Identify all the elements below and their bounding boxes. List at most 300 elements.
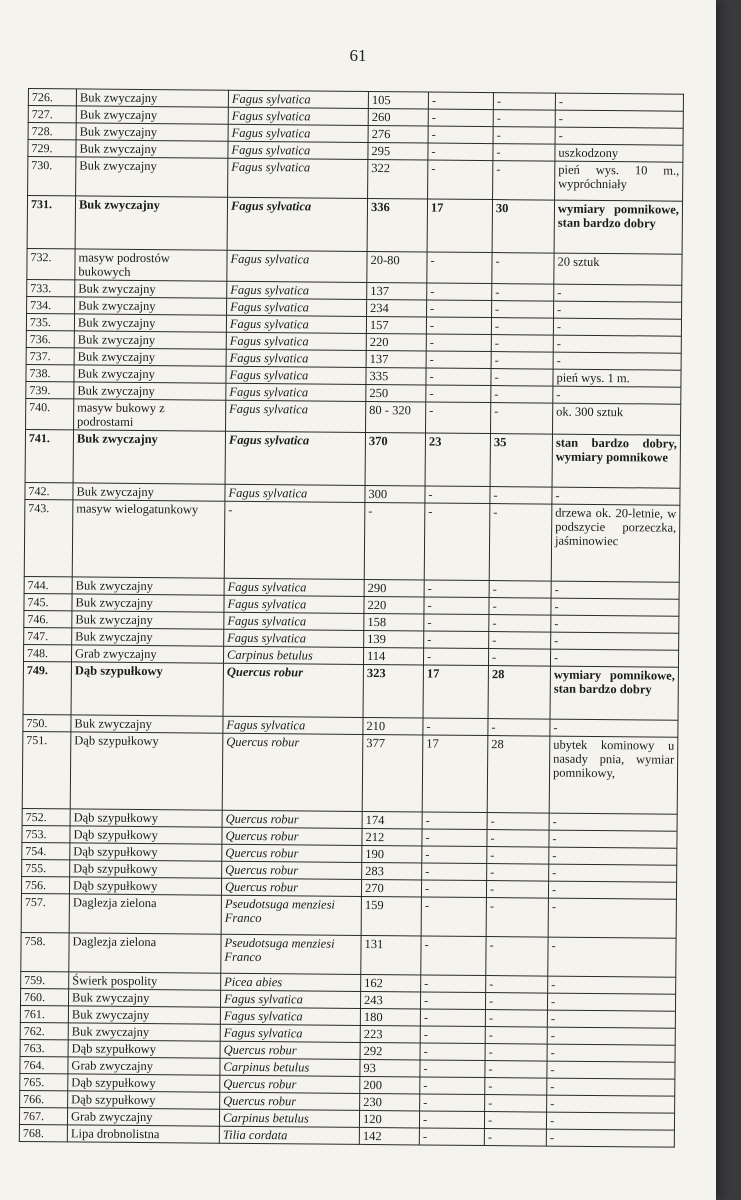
cell-number: 745. <box>24 593 72 610</box>
cell-circumference: 292 <box>360 1042 420 1060</box>
cell-notes: - <box>549 813 677 831</box>
cell-crown: - <box>487 864 549 882</box>
cell-circumference: 139 <box>364 630 424 648</box>
cell-height: - <box>428 160 493 200</box>
cell-height: - <box>424 614 489 632</box>
cell-common-name: Grab zwyczajny <box>68 1057 220 1075</box>
cell-height: - <box>426 334 491 352</box>
cell-circumference: 190 <box>362 845 422 863</box>
cell-notes: - <box>548 937 676 977</box>
cell-crown: - <box>492 253 554 285</box>
table-row <box>23 661 678 720</box>
cell-notes: 20 sztuk <box>554 253 682 285</box>
cell-height: - <box>422 846 487 864</box>
cell-number: 753. <box>22 825 70 842</box>
cell-height: - <box>423 648 488 666</box>
cell-common-name: Buk zwyczajny <box>72 628 224 646</box>
cell-notes: - <box>555 127 683 145</box>
cell-height: - <box>420 1009 485 1027</box>
cell-height: - <box>421 897 486 937</box>
cell-latin-name: Fagus sylvatica <box>227 250 367 282</box>
cell-common-name: Buk zwyczajny <box>73 430 225 484</box>
cell-notes: - <box>554 284 682 302</box>
cell-notes: stan bardzo dobry, wymiary pomnikowe <box>552 434 680 488</box>
cell-common-name: Daglezja zielona <box>69 894 221 934</box>
cell-circumference: 250 <box>366 384 426 402</box>
cell-common-name: Grab zwyczajny <box>71 645 223 663</box>
cell-crown: 28 <box>488 666 550 720</box>
cell-number: 748. <box>23 644 71 661</box>
cell-crown: - <box>489 504 552 582</box>
cell-latin-name: Fagus sylvatica <box>224 578 364 596</box>
table-row <box>27 196 682 255</box>
cell-crown: - <box>485 1078 547 1096</box>
cell-latin-name: Carpinus betulus <box>219 1109 359 1127</box>
cell-height: - <box>428 143 493 161</box>
cell-height: - <box>421 975 486 993</box>
cell-common-name: Dąb szypułkowy <box>68 1040 220 1058</box>
cell-notes: - <box>549 864 677 882</box>
cell-height: 23 <box>425 433 490 487</box>
cell-latin-name: Quercus robur <box>221 878 361 896</box>
cell-number: 735. <box>26 313 74 330</box>
cell-number: 752. <box>22 808 70 825</box>
cell-circumference: 300 <box>365 485 425 503</box>
cell-latin-name: Fagus sylvatica <box>227 298 367 316</box>
cell-circumference: 200 <box>360 1076 420 1094</box>
cell-number: 732. <box>27 248 75 279</box>
cell-height: - <box>422 863 487 881</box>
cell-number: 749. <box>23 661 71 714</box>
cell-circumference: 159 <box>361 896 421 936</box>
cell-crown: - <box>488 649 550 667</box>
cell-common-name: Świerk pospolity <box>69 972 221 990</box>
cell-number: 733. <box>27 279 75 296</box>
cell-notes: - <box>548 898 676 938</box>
cell-common-name: Buk zwyczajny <box>74 348 226 366</box>
cell-circumference: 162 <box>361 974 421 992</box>
cell-crown: - <box>493 144 555 162</box>
cell-crown: - <box>486 898 548 938</box>
cell-circumference: 210 <box>363 717 423 735</box>
cell-latin-name: Tilia cordata <box>219 1126 359 1144</box>
cell-crown: - <box>491 403 553 435</box>
cell-circumference: 323 <box>363 664 423 718</box>
cell-circumference: 295 <box>368 142 428 160</box>
cell-notes: - <box>546 1129 674 1147</box>
cell-crown: 35 <box>490 434 552 488</box>
cell-latin-name: Fagus sylvatica <box>228 141 368 159</box>
cell-height: - <box>426 385 491 403</box>
cell-number: 741. <box>25 429 73 482</box>
cell-notes: - <box>550 649 678 667</box>
cell-latin-name: Fagus sylvatica <box>220 1007 360 1025</box>
cell-latin-name: Fagus sylvatica <box>228 90 368 108</box>
cell-crown: - <box>493 161 555 201</box>
cell-crown: - <box>492 284 554 302</box>
cell-crown: - <box>489 632 551 650</box>
cell-height: - <box>427 300 492 318</box>
cell-number: 734. <box>27 296 75 313</box>
cell-circumference: 212 <box>362 828 422 846</box>
cell-height: - <box>422 812 487 830</box>
cell-latin-name: Fagus sylvatica <box>224 612 364 630</box>
cell-crown: 30 <box>492 200 554 254</box>
cell-height: - <box>427 252 492 284</box>
cell-crown: - <box>485 1044 547 1062</box>
cell-crown: 28 <box>487 736 550 814</box>
cell-crown: - <box>488 719 550 737</box>
cell-number: 728. <box>28 123 76 140</box>
cell-crown: - <box>487 813 549 831</box>
cell-crown: - <box>491 335 553 353</box>
cell-crown: - <box>490 487 552 505</box>
cell-height: - <box>424 503 490 581</box>
cell-circumference: 335 <box>366 367 426 385</box>
cell-number: 754. <box>22 842 70 859</box>
cell-latin-name: Fagus sylvatica <box>226 332 366 350</box>
cell-height: - <box>426 402 491 434</box>
cell-notes: wymiary pomnikowe, stan bardzo dobry <box>554 200 682 254</box>
table-row <box>24 499 680 582</box>
cell-crown: - <box>485 1095 547 1113</box>
cell-number: 742. <box>25 482 73 499</box>
cell-notes: - <box>555 110 683 128</box>
cell-circumference: 234 <box>367 299 427 317</box>
cell-common-name: Buk zwyczajny <box>74 314 226 332</box>
cell-common-name: Buk zwyczajny <box>74 365 226 383</box>
cell-latin-name: Fagus sylvatica <box>228 124 368 142</box>
cell-crown: - <box>485 1027 547 1045</box>
cell-common-name: Dąb szypułkowy <box>71 662 223 716</box>
cell-crown: - <box>484 1129 546 1147</box>
cell-latin-name: Quercus robur <box>222 810 362 828</box>
cell-common-name: masyw wielogatunkowy <box>72 500 225 578</box>
cell-notes: - <box>552 487 680 505</box>
cell-notes: - <box>551 598 679 616</box>
cell-notes: - <box>555 93 683 111</box>
cell-latin-name: - <box>224 501 365 579</box>
cell-latin-name: Fagus sylvatica <box>220 1024 360 1042</box>
cell-circumference: 336 <box>367 198 427 252</box>
cell-latin-name: Fagus sylvatica <box>226 366 366 384</box>
cell-latin-name: Fagus sylvatica <box>226 400 366 432</box>
cell-height: - <box>426 351 491 369</box>
cell-latin-name: Quercus robur <box>222 861 362 879</box>
cell-number: 730. <box>28 157 76 196</box>
cell-latin-name: Picea abies <box>221 973 361 991</box>
cell-common-name: Buk zwyczajny <box>72 611 224 629</box>
cell-common-name: Buk zwyczajny <box>74 382 226 400</box>
cell-crown: - <box>493 110 555 128</box>
cell-number: 740. <box>26 398 74 429</box>
cell-height: - <box>424 631 489 649</box>
cell-common-name: Dąb szypułkowy <box>70 860 222 878</box>
cell-height: - <box>426 368 491 386</box>
cell-notes: - <box>553 386 681 404</box>
cell-common-name: Dąb szypułkowy <box>70 826 222 844</box>
cell-number: 756. <box>21 876 69 893</box>
cell-height: - <box>424 580 489 598</box>
cell-common-name: Buk zwyczajny <box>75 280 227 298</box>
cell-crown: - <box>489 615 551 633</box>
cell-common-name: Daglezja zielona <box>69 933 221 973</box>
cell-circumference: 114 <box>363 647 423 665</box>
cell-number: 763. <box>20 1039 68 1056</box>
cell-circumference: 243 <box>360 991 420 1009</box>
cell-notes: - <box>549 847 677 865</box>
cell-latin-name: Quercus robur <box>222 733 363 811</box>
cell-height: - <box>428 92 493 110</box>
cell-latin-name: Fagus sylvatica <box>223 716 363 734</box>
cell-common-name: Buk zwyczajny <box>76 140 228 158</box>
cell-circumference: 137 <box>367 282 427 300</box>
cell-latin-name: Fagus sylvatica <box>220 990 360 1008</box>
cell-notes: - <box>553 352 681 370</box>
cell-number: 726. <box>28 89 76 106</box>
cell-height: - <box>427 283 492 301</box>
cell-common-name: Buk zwyczajny <box>73 483 225 501</box>
cell-latin-name: Fagus sylvatica <box>227 197 367 251</box>
cell-common-name: Buk zwyczajny <box>68 989 220 1007</box>
cell-crown: - <box>486 976 548 994</box>
cell-notes: wymiary pomnikowe, stan bardzo dobry <box>550 666 678 720</box>
cell-number: 768. <box>19 1124 67 1141</box>
table-row <box>21 932 676 977</box>
cell-latin-name: Fagus sylvatica <box>227 281 367 299</box>
cell-height: - <box>420 1043 485 1061</box>
cell-number: 746. <box>24 610 72 627</box>
cell-number: 764. <box>20 1056 68 1073</box>
cell-number: 739. <box>26 381 74 398</box>
cell-common-name: Dąb szypułkowy <box>70 843 222 861</box>
cell-common-name: Buk zwyczajny <box>76 157 228 197</box>
cell-crown: - <box>486 881 548 899</box>
cell-circumference: 220 <box>364 596 424 614</box>
cell-notes: uszkodzony <box>555 144 683 162</box>
cell-notes: - <box>551 615 679 633</box>
cell-crown: - <box>489 581 551 599</box>
cell-number: 766. <box>20 1090 68 1107</box>
cell-circumference: 174 <box>362 811 422 829</box>
cell-notes: ubytek kominowy u nasady pnia, wymiar pomnikowy, <box>549 736 678 814</box>
cell-height: 17 <box>427 199 492 253</box>
cell-latin-name: Quercus robur <box>222 844 362 862</box>
cell-latin-name: Quercus robur <box>220 1075 360 1093</box>
cell-number: 767. <box>19 1107 67 1124</box>
cell-height: - <box>426 317 491 335</box>
cell-crown: - <box>491 352 553 370</box>
cell-notes: - <box>546 1112 674 1130</box>
cell-crown: - <box>487 847 549 865</box>
cell-height: - <box>419 1111 484 1129</box>
cell-common-name: Buk zwyczajny <box>74 331 226 349</box>
cell-height: - <box>420 1060 485 1078</box>
cell-common-name: Buk zwyczajny <box>72 577 224 595</box>
cell-circumference: 276 <box>368 125 428 143</box>
cell-height: 17 <box>423 665 488 719</box>
cell-circumference: 93 <box>360 1059 420 1077</box>
cell-crown: - <box>484 1112 546 1130</box>
cell-crown: - <box>491 369 553 387</box>
cell-latin-name: Fagus sylvatica <box>224 629 364 647</box>
cell-latin-name: Quercus robur <box>220 1092 360 1110</box>
cell-common-name: Buk zwyczajny <box>76 89 228 107</box>
cell-common-name: Grab zwyczajny <box>67 1108 219 1126</box>
table-row <box>28 157 683 202</box>
cell-latin-name: Fagus sylvatica <box>225 431 365 485</box>
cell-latin-name: Fagus sylvatica <box>226 383 366 401</box>
cell-number: 762. <box>20 1022 68 1039</box>
cell-notes: - <box>551 632 679 650</box>
cell-latin-name: Quercus robur <box>223 663 363 717</box>
cell-latin-name: Quercus robur <box>220 1041 360 1059</box>
cell-notes: - <box>549 830 677 848</box>
cell-common-name: Buk zwyczajny <box>75 297 227 315</box>
page-number: 61 <box>349 46 367 65</box>
cell-latin-name: Fagus sylvatica <box>228 107 368 125</box>
cell-height: - <box>420 1094 485 1112</box>
cell-common-name: masyw podrostów bukowych <box>75 249 227 281</box>
cell-circumference: 260 <box>368 108 428 126</box>
cell-number: 760. <box>20 988 68 1005</box>
cell-crown: - <box>493 127 555 145</box>
cell-notes: - <box>550 719 678 737</box>
cell-height: - <box>421 880 486 898</box>
cell-notes: - <box>547 1095 675 1113</box>
cell-notes: - <box>548 976 676 994</box>
table-row <box>25 429 680 488</box>
cell-crown: - <box>486 937 548 977</box>
cell-number: 759. <box>21 971 69 988</box>
cell-latin-name: Carpinus betulus <box>220 1058 360 1076</box>
cell-latin-name: Fagus sylvatica <box>228 158 368 198</box>
cell-latin-name: Quercus robur <box>222 827 362 845</box>
cell-height: - <box>423 718 488 736</box>
cell-circumference: 80 - 320 <box>366 401 426 433</box>
cell-notes: - <box>547 993 675 1011</box>
cell-height: 17 <box>422 735 488 813</box>
cell-crown: - <box>492 301 554 319</box>
cell-latin-name: Fagus sylvatica <box>226 315 366 333</box>
cell-common-name: Dąb szypułkowy <box>68 1091 220 1109</box>
cell-notes: pień wys. 1 m. <box>553 369 681 387</box>
cell-notes: - <box>547 1027 675 1045</box>
cell-number: 757. <box>21 893 69 932</box>
cell-notes: drzewa ok. 20-letnie, w podszycie porzeczka, jaśminowiec <box>551 504 680 582</box>
cell-circumference: 20-80 <box>367 251 427 283</box>
cell-number: 731. <box>27 196 75 249</box>
cell-common-name: Buk zwyczajny <box>68 1023 220 1041</box>
cell-common-name: masyw bukowy z podrostami <box>74 399 226 431</box>
cell-height: - <box>420 1077 485 1095</box>
cell-circumference: 105 <box>368 91 428 109</box>
table-row <box>21 893 676 938</box>
cell-number: 729. <box>28 140 76 157</box>
cell-crown: - <box>493 93 555 111</box>
cell-crown: - <box>485 1010 547 1028</box>
cell-circumference: 270 <box>361 879 421 897</box>
cell-notes: - <box>551 581 679 599</box>
cell-circumference: 230 <box>360 1093 420 1111</box>
cell-notes: pień wys. 10 m., wypróchniały <box>555 161 683 201</box>
cell-circumference: 223 <box>360 1025 420 1043</box>
cell-circumference: - <box>364 502 425 580</box>
cell-latin-name: Fagus sylvatica <box>225 484 365 502</box>
cell-common-name: Buk zwyczajny <box>76 123 228 141</box>
cell-circumference: 322 <box>368 159 428 199</box>
cell-number: 750. <box>23 714 71 731</box>
cell-number: 765. <box>20 1073 68 1090</box>
cell-circumference: 377 <box>362 734 423 812</box>
cell-circumference: 180 <box>360 1008 420 1026</box>
cell-circumference: 370 <box>365 432 425 486</box>
cell-common-name: Buk zwyczajny <box>75 196 227 250</box>
cell-latin-name: Fagus sylvatica <box>226 349 366 367</box>
cell-notes: - <box>553 335 681 353</box>
cell-circumference: 137 <box>366 350 426 368</box>
cell-height: - <box>421 936 486 976</box>
cell-number: 736. <box>26 330 74 347</box>
tree-register-table <box>19 88 684 1148</box>
cell-number: 761. <box>20 1005 68 1022</box>
cell-notes: - <box>547 1061 675 1079</box>
cell-number: 747. <box>24 627 72 644</box>
cell-circumference: 283 <box>362 862 422 880</box>
cell-height: - <box>420 1026 485 1044</box>
cell-latin-name: Carpinus betulus <box>223 646 363 664</box>
cell-height: - <box>428 109 493 127</box>
cell-number: 751. <box>22 731 71 808</box>
cell-circumference: 220 <box>366 333 426 351</box>
cell-circumference: 142 <box>359 1127 419 1145</box>
cell-number: 738. <box>26 364 74 381</box>
cell-latin-name: Pseudotsuga menziesi Franco <box>221 934 361 974</box>
cell-height: - <box>420 992 485 1010</box>
cell-latin-name: Pseudotsuga menziesi Franco <box>221 895 361 935</box>
cell-circumference: 131 <box>361 935 421 975</box>
cell-height: - <box>425 486 490 504</box>
cell-common-name: Lipa drobnolistna <box>67 1125 219 1143</box>
cell-latin-name: Fagus sylvatica <box>224 595 364 613</box>
cell-common-name: Dąb szypułkowy <box>70 809 222 827</box>
cell-number: 758. <box>21 932 69 971</box>
cell-common-name: Buk zwyczajny <box>68 1006 220 1024</box>
cell-common-name: Buk zwyczajny <box>71 715 223 733</box>
cell-height: - <box>422 829 487 847</box>
cell-common-name: Buk zwyczajny <box>76 106 228 124</box>
table-row <box>22 731 678 814</box>
cell-crown: - <box>485 993 547 1011</box>
cell-crown: - <box>485 1061 547 1079</box>
cell-number: 743. <box>24 499 73 576</box>
cell-common-name: Dąb szypułkowy <box>69 877 221 895</box>
cell-height: - <box>419 1128 484 1146</box>
cell-circumference: 157 <box>366 316 426 334</box>
cell-height: - <box>424 597 489 615</box>
cell-number: 755. <box>22 859 70 876</box>
cell-notes: - <box>547 1078 675 1096</box>
cell-height: - <box>428 126 493 144</box>
cell-notes: - <box>554 301 682 319</box>
cell-number: 727. <box>28 106 76 123</box>
cell-circumference: 120 <box>359 1110 419 1128</box>
cell-notes: - <box>548 881 676 899</box>
cell-crown: - <box>489 598 551 616</box>
cell-number: 737. <box>26 347 74 364</box>
cell-notes: - <box>547 1044 675 1062</box>
cell-circumference: 290 <box>364 579 424 597</box>
